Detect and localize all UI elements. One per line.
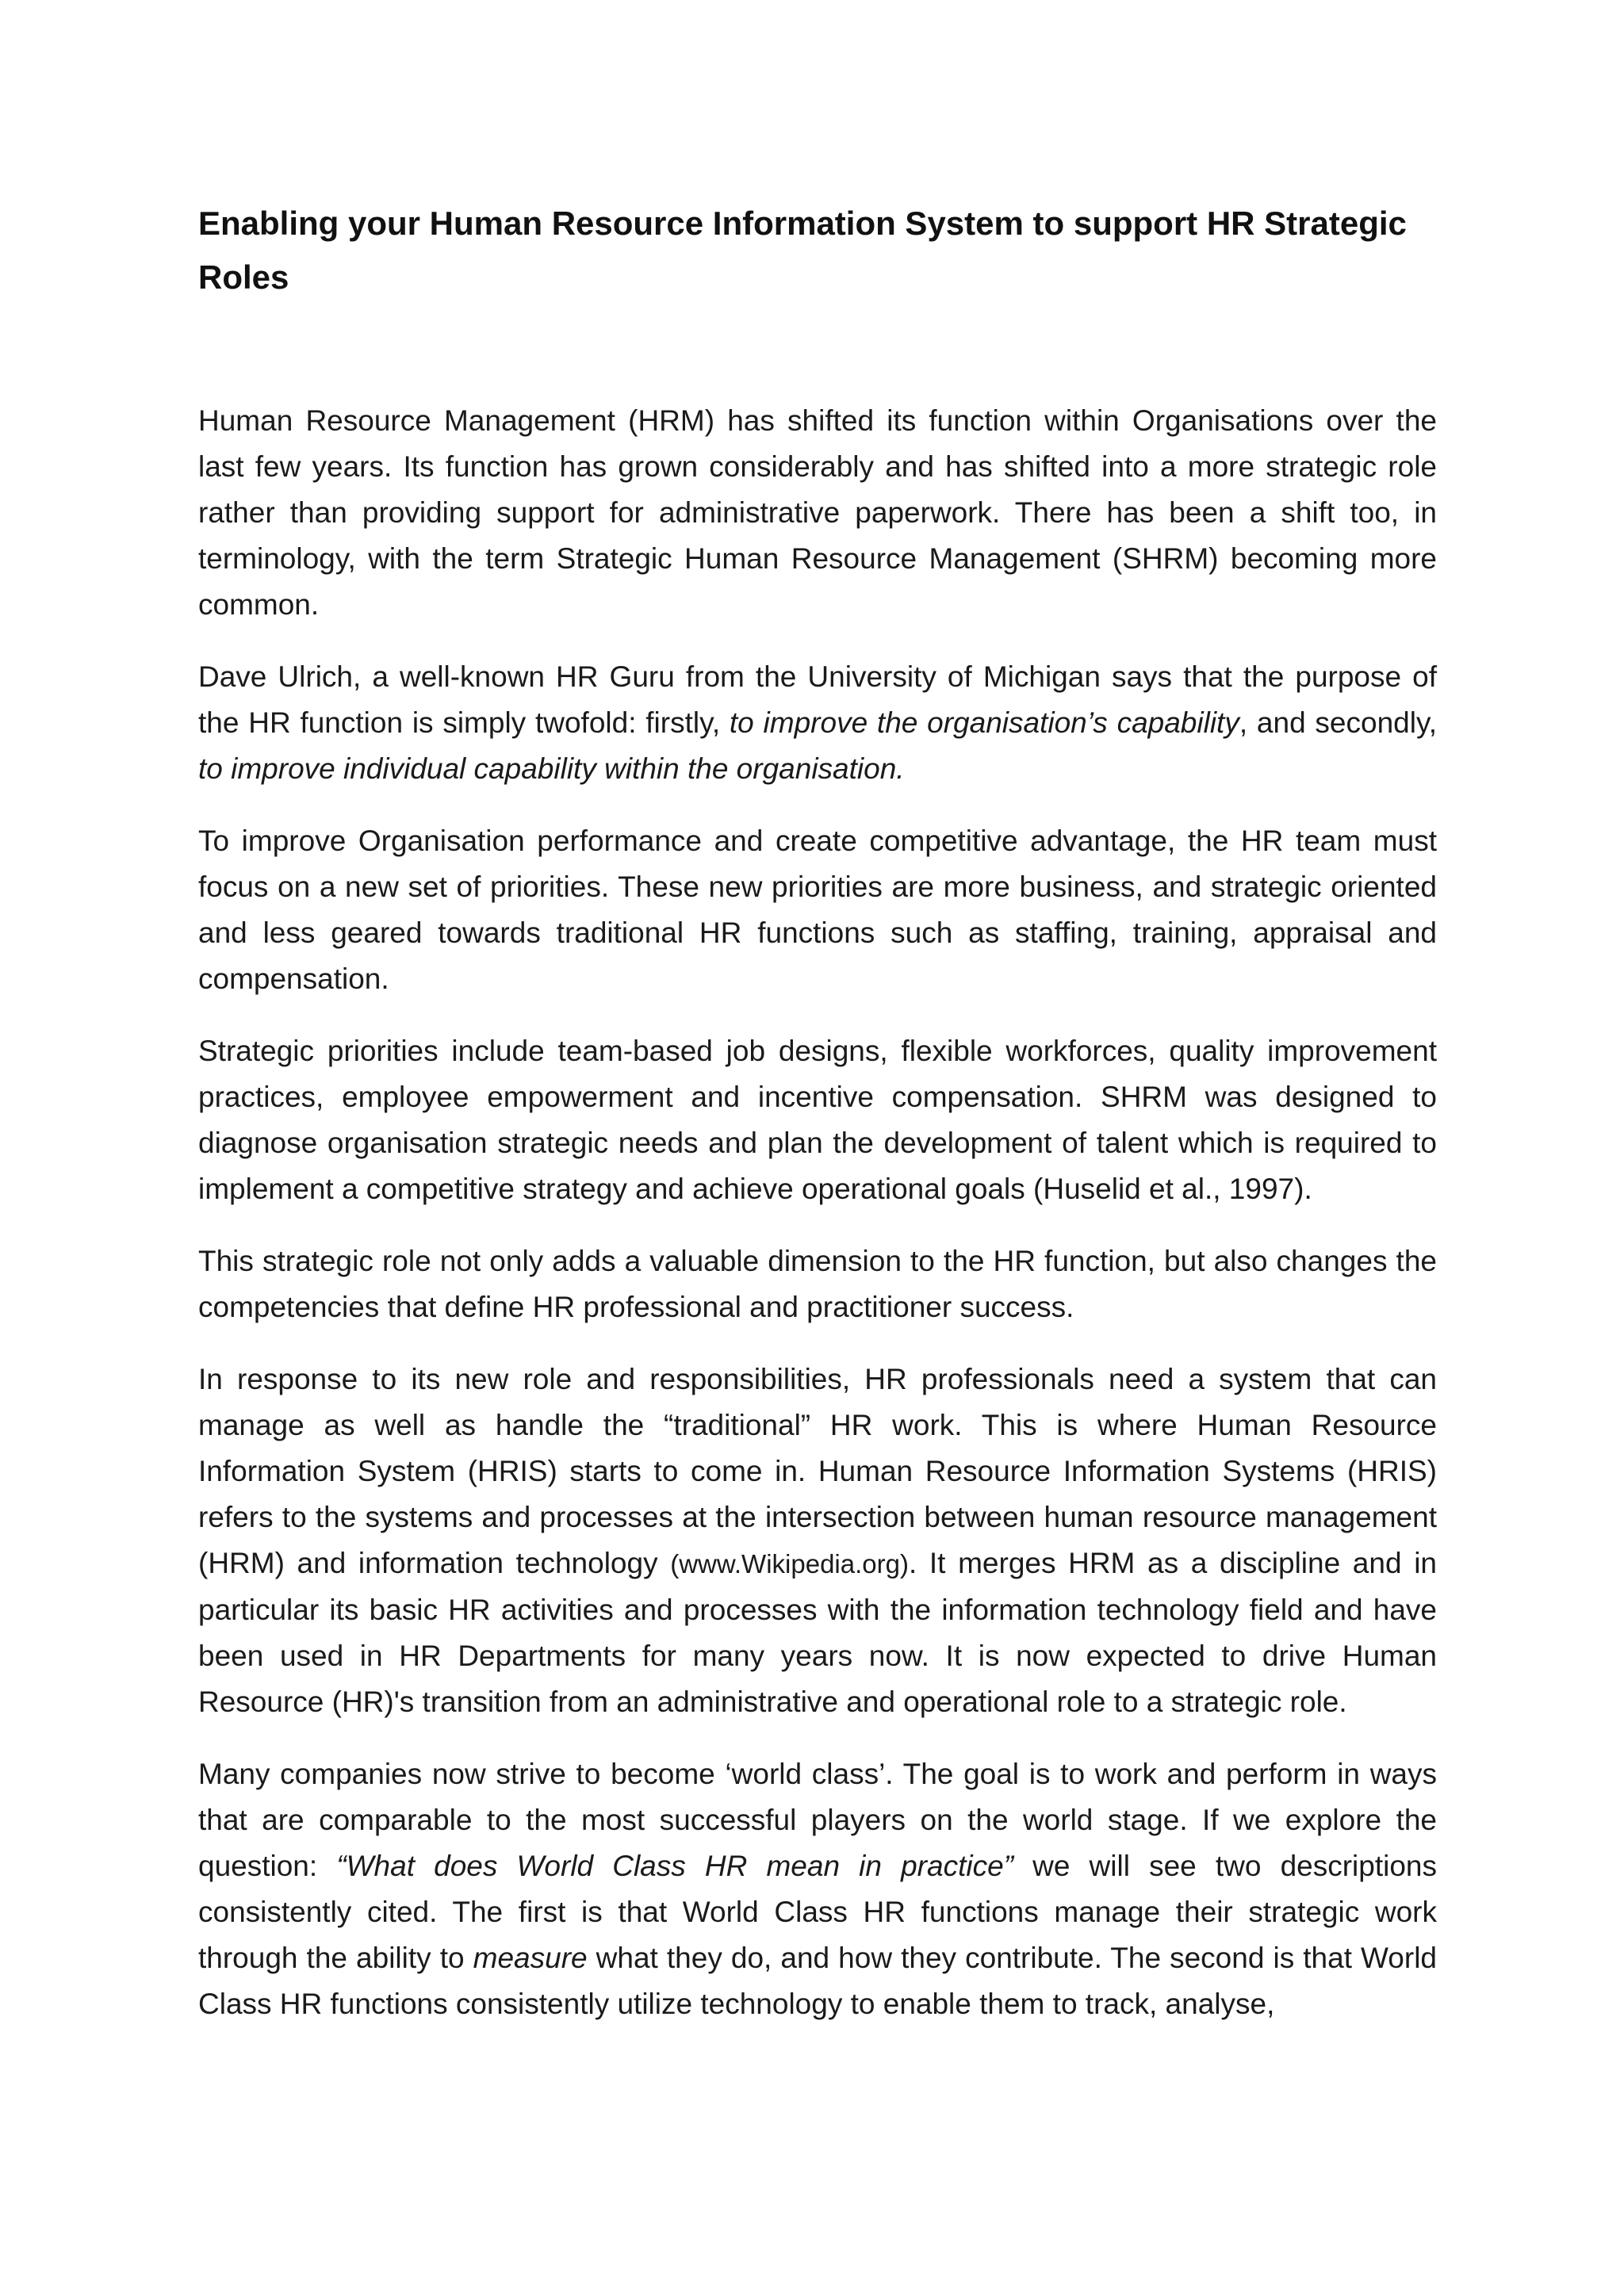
paragraph-1: Human Resource Management (HRM) has shifted its function within Organisations over the last few years. Its function has grown considerably and has shifted into a more strategic role rather than providing support for administrative paperwork. There has been a shift too, in terminology, with the term Strategic Human Resource Management (SHRM) becoming more common.: [198, 404, 1437, 621]
paragraph-6-text-a: In response to its new role and responsibilities, HR professionals need a system that can manage as well as handle the “traditional” HR work. This is where Human Resource Information System (HRIS) starts to come in. Human Resource Information Systems (HRIS) refers to the systems and processes at the intersection between human resource management (HRM) and information technology: [198, 1363, 1437, 1579]
wikipedia-citation: (www.Wikipedia.org): [670, 1549, 909, 1578]
paragraph-3: To improve Organisation performance and create competitive advantage, the HR team must focus on a new set of priorities. These new priorities are more business, and strategic oriented and less geared towards traditional HR functions such as staffing, training, appraisal and compensation.: [198, 825, 1437, 995]
paragraph-2-text-c: , and secondly,: [1239, 706, 1437, 739]
paragraph-4: Strategic priorities include team-based job designs, flexible workforces, quality improvement practices, employee empowerment and incentive compensation. SHRM was designed to diagnose organisation strategic needs and plan the development of talent which is required to implement a competitive strategy and achieve operational goals (Huselid et al., 1997).: [198, 1035, 1437, 1205]
paragraph-7-text-e: what they do, and how they contribute. The second is that World Class HR functions consistently utilize technology to enable them to track, analyse,: [198, 1942, 1437, 2020]
paragraph-7-italic-question: “What does World Class HR mean in practice”: [336, 1850, 1013, 1882]
paragraph-7-italic-measure: measure: [473, 1942, 588, 1974]
paragraph-2-text-a: Dave Ulrich, a well-known HR Guru from the University of Michigan says that the purpose of the HR function is simply twofold: firstly,: [198, 660, 1437, 739]
paragraph-2: [198, 654, 1437, 792]
paragraph-2-italic-b: to improve the organisation’s capability: [729, 706, 1239, 739]
document-page: [198, 197, 1437, 2053]
page-title: Enabling your Human Resource Information System to support HR Strategic Roles: [198, 205, 1407, 296]
paragraph-7-text-a: Many companies now strive to become ‘world class’. The goal is to work and perform in ways that are comparable to the most successful players on the world stage. If we explore the question:: [198, 1758, 1437, 1882]
paragraph-5: This strategic role not only adds a valuable dimension to the HR function, but also changes the competencies that define HR professional and practitioner success.: [198, 1245, 1437, 1323]
paragraph-6-text-c: . It merges HRM as a discipline and in particular its basic HR activities and processes with the information technology field and have been used in HR Departments for many years now. It is now expected to drive Human Resource (HR)'s transition from an administrative and operational role to a strategic role.: [198, 1547, 1437, 1718]
paragraph-2-italic-d: to improve individual capability within the organisation.: [198, 752, 905, 785]
paragraph-7-text-c: we will see two descriptions consistently cited. The first is that World Class HR functions manage their strategic work through the ability to: [198, 1850, 1437, 1974]
paragraph-7: [198, 1751, 1437, 2027]
paragraph-6: [198, 1357, 1437, 1725]
